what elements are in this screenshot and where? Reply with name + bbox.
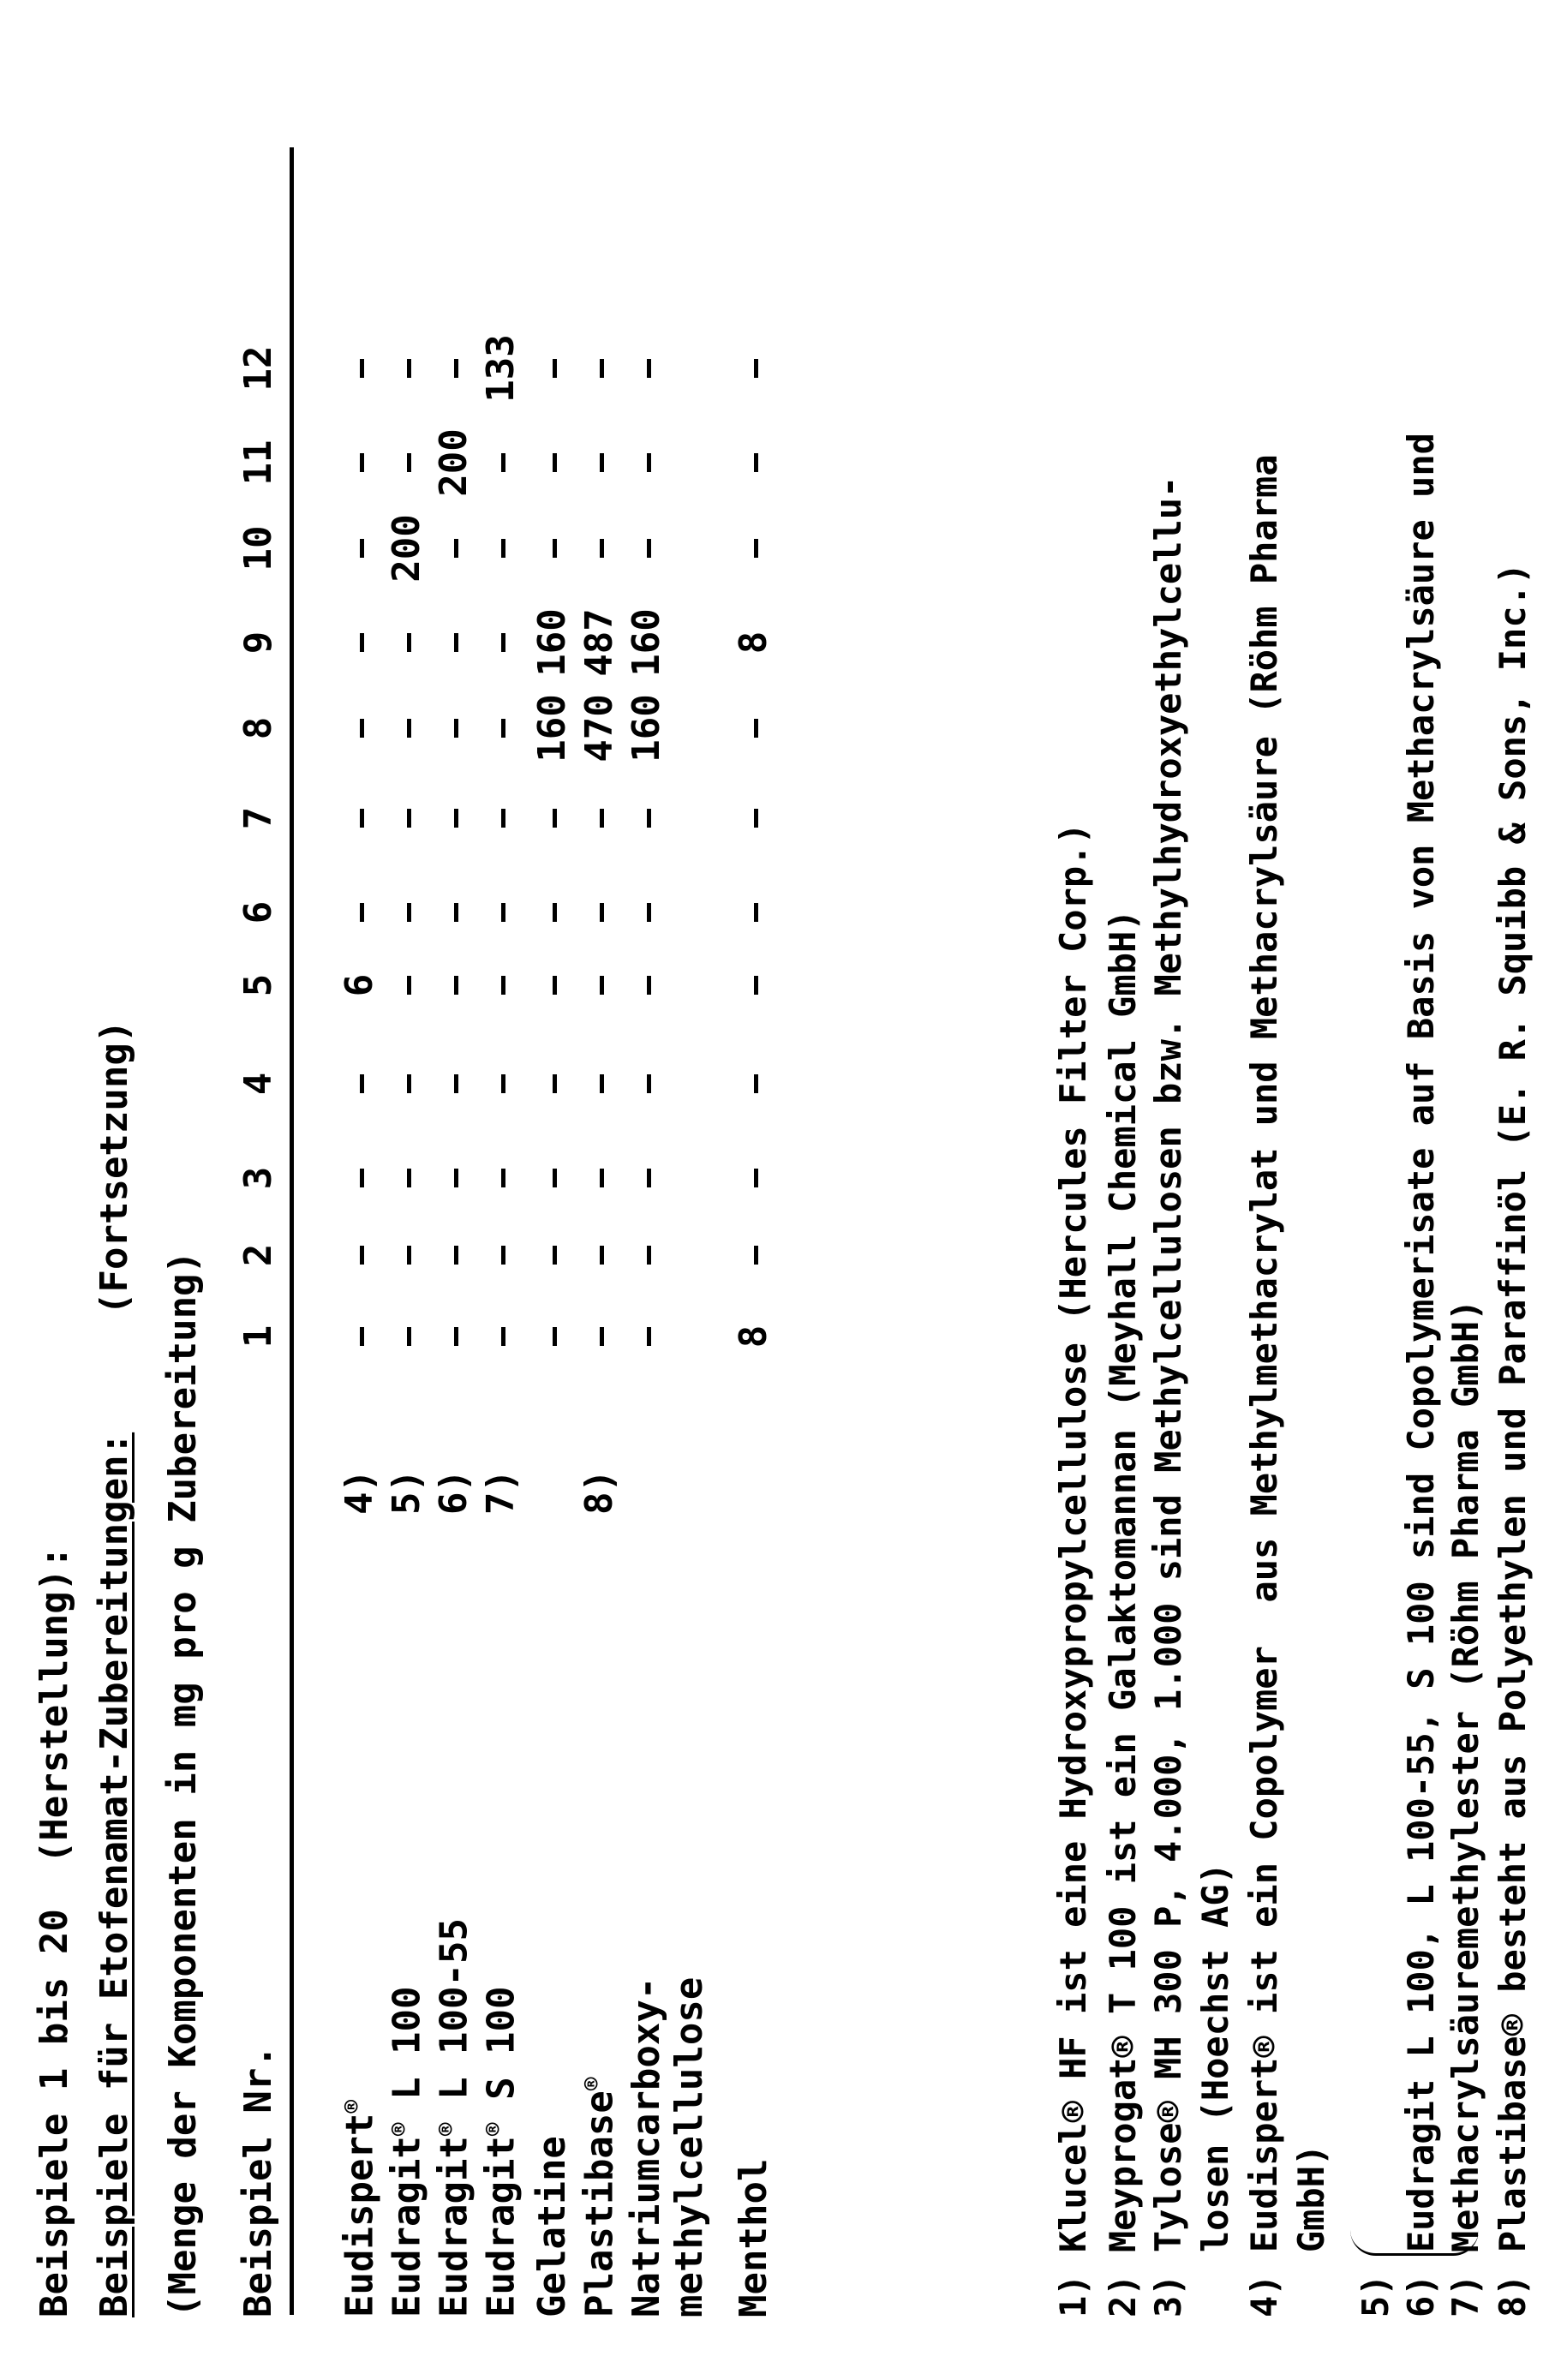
table-cell: [628, 874, 666, 951]
table-cell: [735, 424, 773, 501]
row-label: [577, 2077, 622, 2317]
table-cell: 200: [432, 428, 475, 497]
table-cell: 160: [625, 608, 668, 677]
footnote-line: 2) Meyprogat® T 100 ist ein Galaktomannan (Meyhall Chemical GmbH): [1102, 909, 1144, 2317]
table-cell: 160: [530, 694, 574, 762]
table-cell: [341, 1139, 379, 1217]
table-cell: [581, 874, 619, 951]
registered-mark: ®: [481, 2122, 506, 2137]
empty-dash: [647, 1074, 651, 1093]
empty-dash: [501, 1327, 505, 1346]
empty-dash: [553, 809, 557, 828]
footnote-ref: 8): [577, 1469, 621, 1515]
empty-dash: [647, 809, 651, 828]
footnote-line: 6) Eudragit L 100, L 100-55, S 100 sind Copolymerisate auf Basis von Methacrylsäure und: [1400, 433, 1442, 2317]
registered-mark: ®: [386, 2122, 412, 2137]
column-header-1: 1: [236, 1325, 280, 1348]
document-title: Beispiele 1 bis 20 (Herstellung):: [33, 1546, 76, 2317]
table-cell: [482, 1298, 520, 1375]
footnote-ref: 4): [338, 1469, 381, 1515]
table-cell: [581, 330, 619, 407]
empty-dash: [600, 359, 604, 378]
table-cell: [482, 510, 520, 587]
table-cell: [435, 874, 473, 951]
row-label-name: Eudragit: [479, 2136, 523, 2317]
table-cell: [628, 330, 666, 407]
empty-dash: [501, 1169, 505, 1187]
table-cell: [388, 690, 426, 767]
row-label-name: Plastibase: [577, 2090, 622, 2317]
empty-dash: [360, 453, 364, 472]
table-cell: [341, 874, 379, 951]
empty-dash: [600, 1327, 604, 1346]
empty-dash: [501, 453, 505, 472]
table-cell: [534, 780, 571, 857]
empty-dash: [754, 1074, 758, 1093]
empty-dash: [454, 1327, 458, 1346]
empty-dash: [754, 719, 758, 738]
empty-dash: [454, 359, 458, 378]
empty-dash: [454, 1246, 458, 1265]
empty-dash: [754, 903, 758, 922]
row-label-name: Menthol: [732, 2158, 775, 2317]
table-cell: 160: [625, 694, 668, 762]
empty-dash: [600, 903, 604, 922]
table-cell: [341, 690, 379, 767]
table-cell: [341, 604, 379, 681]
table-cell: [628, 1217, 666, 1294]
empty-dash: [407, 809, 411, 828]
table-cell: 6: [338, 973, 381, 997]
empty-dash: [407, 453, 411, 472]
table-cell: [628, 1045, 666, 1122]
empty-dash: [553, 1169, 557, 1187]
table-cell: [341, 424, 379, 501]
table-cell: 160: [530, 608, 574, 677]
empty-dash: [454, 903, 458, 922]
empty-dash: [454, 809, 458, 828]
empty-dash: [600, 1246, 604, 1265]
footnote-line: 3) Tylose® MH 300 P, 4.000, 1.000 sind Methylcellulosen bzw. Methylhydroxyethylcellu-: [1147, 475, 1189, 2317]
row-label-name: Gelatine: [530, 2136, 574, 2317]
footnote-ref: 7): [479, 1469, 523, 1515]
table-cell: [735, 874, 773, 951]
table-cell: [388, 1298, 426, 1375]
column-header-7: 7: [236, 806, 280, 830]
row-label: [338, 2099, 382, 2317]
row-label-name: methylcellulose: [667, 1976, 711, 2317]
row-label: [385, 1986, 429, 2317]
empty-dash: [454, 719, 458, 738]
table-cell: [341, 1045, 379, 1122]
column-header-8: 8: [236, 716, 280, 740]
table-cell: [581, 1217, 619, 1294]
empty-dash: [407, 1246, 411, 1265]
empty-dash: [360, 1327, 364, 1346]
empty-dash: [360, 1246, 364, 1265]
footnote-line: 7) Methacrylsäuremethylester (Röhm Pharma GmbH): [1444, 1299, 1486, 2317]
column-header-5: 5: [236, 973, 280, 997]
empty-dash: [600, 1169, 604, 1187]
footnote-ref: 6): [432, 1469, 475, 1515]
empty-dash: [360, 539, 364, 558]
table-cell: 8: [732, 631, 775, 655]
table-cell: [388, 330, 426, 407]
table-cell: [534, 1139, 571, 1217]
empty-dash: [647, 453, 651, 472]
table-cell: 200: [385, 514, 428, 583]
empty-dash: [360, 1169, 364, 1187]
empty-dash: [407, 359, 411, 378]
table-cell: [388, 947, 426, 1024]
footnote-line: 1) Klucel® HF ist eine Hydroxypropylcellulose (Hercules Filter Corp.): [1052, 822, 1094, 2317]
empty-dash: [360, 633, 364, 652]
table-cell: [482, 874, 520, 951]
table-cell: [534, 510, 571, 587]
empty-dash: [454, 633, 458, 652]
row-header-label: Beispiel Nr.: [236, 2045, 280, 2317]
empty-dash: [360, 809, 364, 828]
table-cell: 8: [732, 1325, 775, 1348]
empty-dash: [360, 903, 364, 922]
table-cell: [628, 1298, 666, 1375]
table-cell: [735, 780, 773, 857]
footnote-line: 5): [1355, 2274, 1397, 2317]
table-cell: [581, 424, 619, 501]
empty-dash: [407, 633, 411, 652]
column-header-11: 11: [236, 440, 280, 486]
column-header-12: 12: [236, 345, 280, 392]
unit-note: (Menge der Komponenten in mg pro g Zubereitung): [161, 1250, 205, 2317]
table-cell: [628, 780, 666, 857]
empty-dash: [600, 453, 604, 472]
row-label-name: Natriumcarboxy-: [625, 1976, 668, 2317]
table-cell: [735, 330, 773, 407]
table-cell: [581, 510, 619, 587]
empty-dash: [600, 809, 604, 828]
registered-mark: ®: [579, 2077, 605, 2091]
empty-dash: [553, 539, 557, 558]
table-cell: [341, 330, 379, 407]
table-cell: [388, 604, 426, 681]
table-cell: [388, 780, 426, 857]
table-cell: [482, 1217, 520, 1294]
registered-mark: ®: [434, 2122, 459, 2137]
column-header-10: 10: [236, 525, 280, 571]
table-cell: [435, 780, 473, 857]
table-cell: [628, 1139, 666, 1217]
table-cell: [388, 424, 426, 501]
table-cell: [534, 874, 571, 951]
table-cell: [628, 424, 666, 501]
row-label: [432, 1918, 476, 2317]
table-cell: [735, 947, 773, 1024]
table-cell: [482, 1139, 520, 1217]
table-cell: [628, 947, 666, 1024]
table-cell: [628, 510, 666, 587]
empty-dash: [647, 1169, 651, 1187]
empty-dash: [454, 1169, 458, 1187]
table-cell: [435, 1045, 473, 1122]
empty-dash: [553, 1327, 557, 1346]
table-cell: [435, 947, 473, 1024]
empty-dash: [454, 539, 458, 558]
empty-dash: [454, 1074, 458, 1093]
row-label-name: Eudispert: [338, 2113, 382, 2317]
empty-dash: [754, 539, 758, 558]
table-cell: [735, 690, 773, 767]
footnote-ref: 5): [385, 1469, 428, 1515]
table-cell: 487: [577, 608, 621, 677]
table-cell: [435, 1139, 473, 1217]
empty-dash: [501, 1246, 505, 1265]
table-cell: [435, 690, 473, 767]
footnote-line: losen (Hoechst AG): [1194, 1862, 1236, 2317]
empty-dash: [553, 903, 557, 922]
table-cell: 470: [577, 694, 621, 762]
empty-dash: [754, 453, 758, 472]
footnote-line: 4) Eudispert® ist ein Copolymer aus Methylmethacrylat und Methacrylsäure (Röhm Pharma: [1243, 454, 1285, 2317]
empty-dash: [407, 719, 411, 738]
table-cell: [435, 1217, 473, 1294]
table-cell: [435, 1298, 473, 1375]
row-label-name: Eudragit: [432, 2136, 476, 2317]
empty-dash: [647, 1327, 651, 1346]
table-cell: [482, 690, 520, 767]
table-cell: [581, 1139, 619, 1217]
table-cell: [534, 1217, 571, 1294]
footnote-line: 8) Plastibase® besteht aus Polyethylen und Paraffinöl (E. R. Squibb & Sons, Inc.): [1492, 562, 1534, 2317]
row-label-grade: L 100: [385, 1986, 429, 2123]
column-header-4: 4: [236, 1072, 280, 1096]
table-cell: [581, 947, 619, 1024]
empty-dash: [647, 903, 651, 922]
empty-dash: [407, 1074, 411, 1093]
table-cell: [482, 1045, 520, 1122]
table-cell: [735, 510, 773, 587]
empty-dash: [407, 1327, 411, 1346]
table-cell: [482, 947, 520, 1024]
table-cell: [534, 947, 571, 1024]
section-heading-continuation: (Fortsetzung): [93, 1020, 136, 1315]
table-cell: [534, 1298, 571, 1375]
row-label: [667, 1976, 711, 2317]
table-cell: [534, 330, 571, 407]
table-cell: [341, 510, 379, 587]
footnote-line: GmbH): [1290, 2144, 1332, 2317]
table-cell: [435, 510, 473, 587]
empty-dash: [407, 976, 411, 995]
column-header-3: 3: [236, 1166, 280, 1190]
empty-dash: [501, 539, 505, 558]
empty-dash: [553, 453, 557, 472]
row-label: [732, 2158, 775, 2317]
empty-dash: [501, 809, 505, 828]
table-cell: [341, 1217, 379, 1294]
empty-dash: [360, 719, 364, 738]
registered-mark: ®: [339, 2099, 365, 2114]
row-label-grade: L 100-55: [432, 1918, 476, 2123]
table-cell: [581, 1045, 619, 1122]
table-cell: [388, 874, 426, 951]
empty-dash: [754, 1169, 758, 1187]
empty-dash: [647, 359, 651, 378]
table-cell: [341, 780, 379, 857]
table-cell: [482, 424, 520, 501]
table-cell: 133: [479, 334, 523, 403]
table-cell: [534, 1045, 571, 1122]
table-cell: [534, 424, 571, 501]
empty-dash: [501, 633, 505, 652]
table-cell: [341, 1298, 379, 1375]
empty-dash: [553, 1246, 557, 1265]
table-cell: [735, 1045, 773, 1122]
empty-dash: [360, 359, 364, 378]
empty-dash: [553, 1074, 557, 1093]
empty-dash: [553, 976, 557, 995]
empty-dash: [407, 1169, 411, 1187]
column-header-6: 6: [236, 900, 280, 924]
table-cell: [388, 1139, 426, 1217]
section-heading: Beispiele für Etofenamat-Zubereitungen:: [93, 1432, 136, 2317]
row-label-name: Eudragit: [385, 2136, 429, 2317]
empty-dash: [600, 539, 604, 558]
row-label: [530, 2136, 574, 2317]
empty-dash: [501, 719, 505, 738]
table-cell: [581, 1298, 619, 1375]
empty-dash: [454, 976, 458, 995]
empty-dash: [754, 359, 758, 378]
table-cell: [581, 780, 619, 857]
empty-dash: [647, 539, 651, 558]
table-cell: [388, 1045, 426, 1122]
empty-dash: [553, 359, 557, 378]
column-header-2: 2: [236, 1243, 280, 1267]
table-cell: [735, 1217, 773, 1294]
empty-dash: [754, 976, 758, 995]
empty-dash: [647, 1246, 651, 1265]
row-label: [479, 1986, 523, 2317]
empty-dash: [360, 1074, 364, 1093]
empty-dash: [647, 976, 651, 995]
empty-dash: [501, 903, 505, 922]
table-cell: [435, 604, 473, 681]
table-cell: [482, 780, 520, 857]
empty-dash: [600, 976, 604, 995]
empty-dash: [600, 1074, 604, 1093]
empty-dash: [754, 1246, 758, 1265]
empty-dash: [501, 1074, 505, 1093]
empty-dash: [501, 976, 505, 995]
table-cell: [435, 330, 473, 407]
footnote-brace: [1350, 2219, 1479, 2256]
empty-dash: [407, 903, 411, 922]
table-cell: [388, 1217, 426, 1294]
column-header-9: 9: [236, 631, 280, 655]
table-header-rule: [290, 147, 294, 2315]
row-label-grade: S 100: [479, 1986, 523, 2123]
table-cell: [735, 1139, 773, 1217]
table-cell: [482, 604, 520, 681]
empty-dash: [754, 809, 758, 828]
row-label: [625, 1976, 668, 2317]
